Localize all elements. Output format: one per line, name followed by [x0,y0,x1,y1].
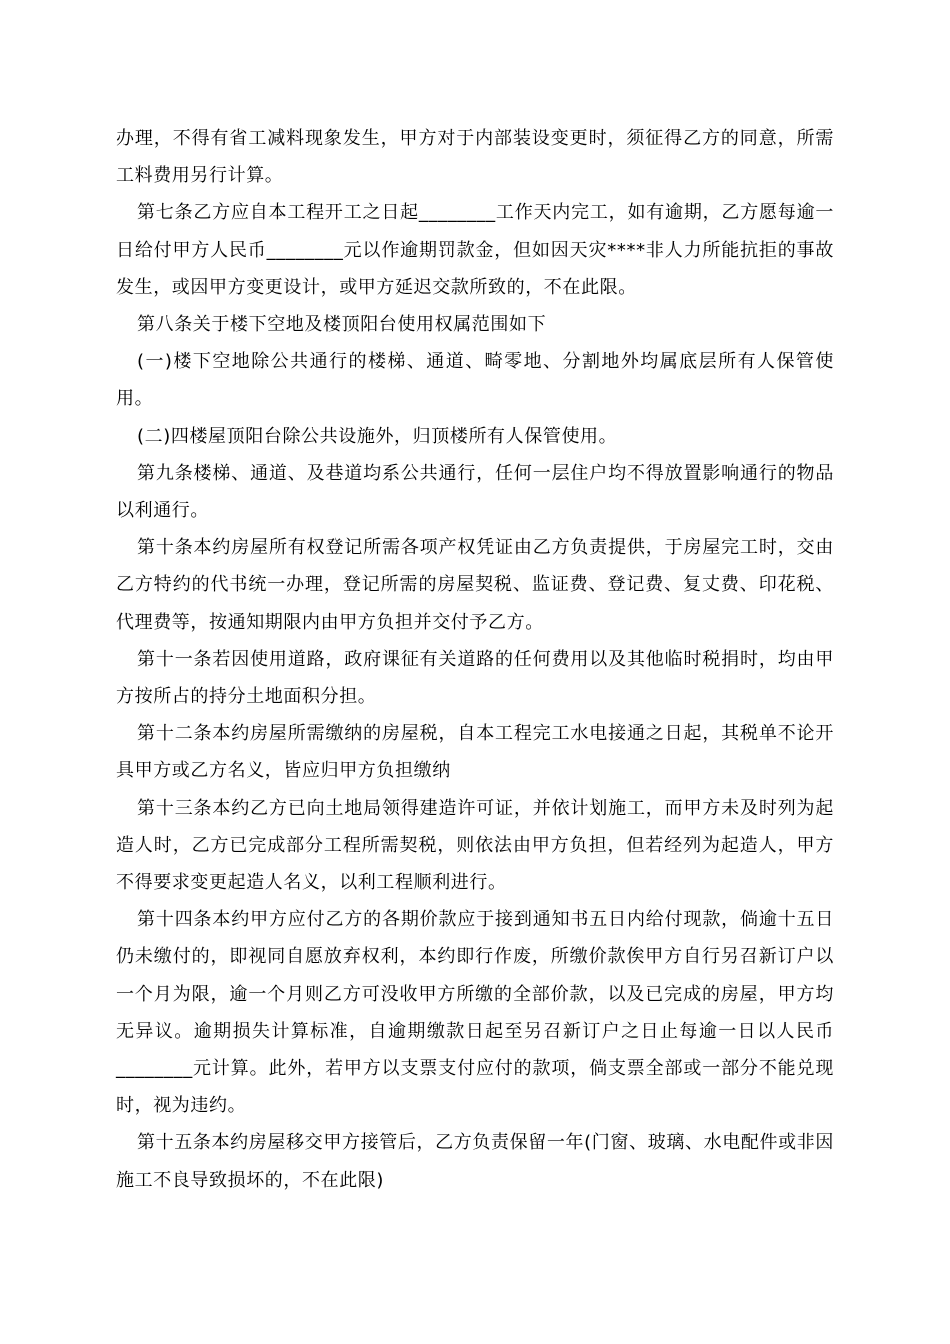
paragraph-article-15: 第十五条本约房屋移交甲方接管后，乙方负责保留一年(门窗、玻璃、水电配件或非因施工不良导致损坏的，不在此限) [116,1132,834,1191]
paragraph-article-8: 第八条关于楼下空地及楼顶阳台使用权属范围如下 [137,314,547,336]
paragraph-article-9: 第九条楼梯、通道、及巷道均系公共通行，任何一层住户均不得放置影响通行的物品以利通行。 [116,462,834,522]
paragraph-article-14: 第十四条本约甲方应付乙方的各期价款应于接到通知书五日内给付现款，倘逾十五日仍未缴付的，即视同自愿放弃权利，本约即行作废，所缴价款俟甲方自行另召新订户以一个月为限，逾一个月则乙方可没收甲方所缴的全部价款，以及已完成的房屋，甲方均无异议。逾期损失计算标准，自逾期缴款日起至另召新订户之日止每逾一日以人民币________元计算。此外，若甲方以支票支付应付的款项，倘支票全部或一部分不能兑现时，视为违约。 [116,909,834,1117]
paragraph-article-8-item-2: (二)四楼屋顶阳台除公共设施外，归顶楼所有人保管使用。 [137,425,618,447]
paragraph-article-11: 第十一条若因使用道路，政府课征有关道路的任何费用以及其他临时税捐时，均由甲方按所占的持分土地面积分担。 [116,648,834,708]
paragraph-article-8-item-1: (一)楼下空地除公共通行的楼梯、通道、畸零地、分割地外均属底层所有人保管使用。 [116,351,834,410]
paragraph-article-7: 第七条乙方应自本工程开工之日起________工作天内完工，如有逾期，乙方愿每逾一日给付甲方人民币________元以作逾期罚款金，但如因天灾****非人力所能抗拒的事故发生，或因甲方变更设计，或甲方延迟交款所致的，不在此限。 [116,202,834,298]
paragraph-continuation: 办理，不得有省工减料现象发生，甲方对于内部装设变更时，须征得乙方的同意，所需工料费用另行计算。 [116,128,834,187]
paragraph-article-10: 第十条本约房屋所有权登记所需各项产权凭证由乙方负责提供，于房屋完工时，交由乙方特约的代书统一办理，登记所需的房屋契税、监证费、登记费、复丈费、印花税、代理费等，按通知期限内由甲方负担并交付予乙方。 [116,537,834,633]
document-body [116,120,834,1199]
paragraph-article-12: 第十二条本约房屋所需缴纳的房屋税，自本工程完工水电接通之日起，其税单不论开具甲方或乙方名义，皆应归甲方负担缴纳 [116,723,834,782]
paragraph-article-13: 第十三条本约乙方已向土地局领得建造许可证，并依计划施工，而甲方未及时列为起造人时，乙方已完成部分工程所需契税，则依法由甲方负担，但若经列为起造人，甲方不得要求变更起造人名义，以利工程顺利进行。 [116,797,834,894]
